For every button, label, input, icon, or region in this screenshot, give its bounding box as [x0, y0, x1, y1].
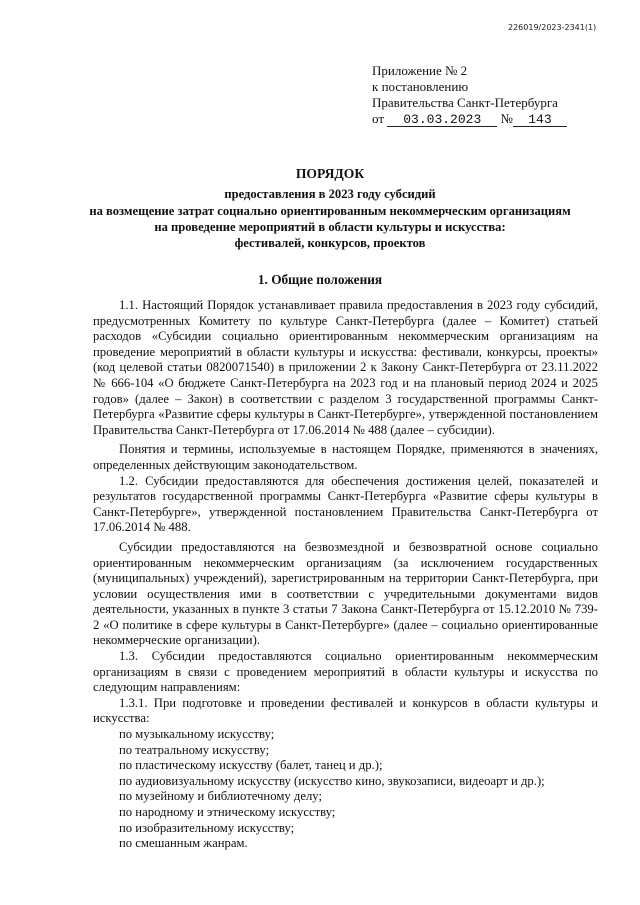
number-prefix: № [500, 111, 513, 126]
list-item: по изобразительному искусству; [119, 820, 295, 835]
document-title: ПОРЯДОК [295, 166, 365, 181]
paragraph: Понятия и термины, используемые в настоящем Порядке, применяются в значениях, определенных действующим законодательством. [93, 442, 598, 472]
resolution-date: 03.03.2023 [387, 113, 497, 127]
document-body [93, 298, 598, 852]
appendix-line: Приложение № 2 [372, 63, 468, 78]
paragraph: Субсидии предоставляются на безвозмездной и безвозвратной основе социально ориентированным некоммерческим организациям (за исключением государственных (муниципальных) учреждений), зарегистрированным на территории Санкт-Петербурга, при условии осуществления ими в соответствии с учредительными документами видов деятельности, указанных в пункте 3 статьи 7 Закона Санкт-Петербурга от 15.12.2010 № 739-2 «О политике в сфере культуры в Санкт-Петербурге» (далее – социально ориентированные некоммерческие организации). [93, 539, 598, 648]
appendix-block [372, 63, 592, 127]
document-subtitle: на проведение мероприятий в области культуры и искусства: [154, 219, 506, 234]
document-subtitle: фестивалей, конкурсов, проектов [234, 236, 426, 251]
document-registration-stamp: 226019/2023-2341(1) [508, 23, 597, 32]
document-title-block [86, 166, 574, 251]
appendix-line: к постановлению [372, 79, 469, 94]
list-item: по аудиовизуальному искусству (искусство кино, звукозаписи, видеоарт и др.); [119, 773, 545, 788]
resolution-number: 143 [513, 113, 567, 127]
paragraph: 1.3.1. При подготовке и проведении фестивалей и конкурсов в области культуры и искусства: [93, 695, 598, 726]
section-heading: 1. Общие положения [257, 272, 383, 287]
list-item: по смешанным жанрам. [119, 836, 248, 851]
paragraph: 1.2. Субсидии предоставляются для обеспечения достижения целей, показателей и результатов государственной программы Санкт-Петербурга «Развитие сферы культуры в Санкт-Петербурге», утвержденной постановлением Правительства Санкт-Петербурга от 17.06.2014 № 488. [93, 473, 598, 535]
appendix-line: Правительства Санкт-Петербурга [372, 95, 558, 110]
date-prefix: от [372, 111, 385, 126]
list-item: по музейному и библиотечному делу; [119, 789, 322, 804]
list-item: по театральному искусству; [119, 742, 270, 757]
appendix-date-line [372, 111, 592, 127]
paragraph: 1.3. Субсидии предоставляются социально ориентированным некоммерческим организациям в связи с проведением мероприятий в области культуры и искусства по следующим направлениям: [93, 649, 598, 695]
document-subtitle: на возмещение затрат социально ориентированным некоммерческим организациям [89, 203, 571, 218]
paragraph: 1.1. Настоящий Порядок устанавливает правила предоставления в 2023 году субсидий, предусмотренных Комитету по культуре Санкт-Петербурга (далее – Комитет) статьей расходов «Субсидии социально ориентированным некоммерческим организациям на проведение мероприятий в области культуры и искусства: фестивали, конкурсы, проекты» (код целевой статьи 0820071540) в приложении 2 к Закону Санкт-Петербурга от 23.11.2022 № 666-104 «О бюджете Санкт-Петербурга на 2023 год и на плановый период 2024 и 2025 годов» (далее – Закон) в соответствии с разделом 3 государственной программы Санкт-Петербурга «Развитие сферы культуры в Санкт-Петербурге», утвержденной постановлением Правительства Санкт-Петербурга от 17.06.2014 № 488 (далее – субсидии). [93, 298, 598, 437]
list-item: по музыкальному искусству; [119, 727, 275, 742]
list-item: по народному и этническому искусству; [119, 805, 336, 819]
list-item: по пластическому искусству (балет, танец и др.); [119, 758, 383, 773]
document-subtitle: предоставления в 2023 году субсидий [224, 187, 436, 202]
